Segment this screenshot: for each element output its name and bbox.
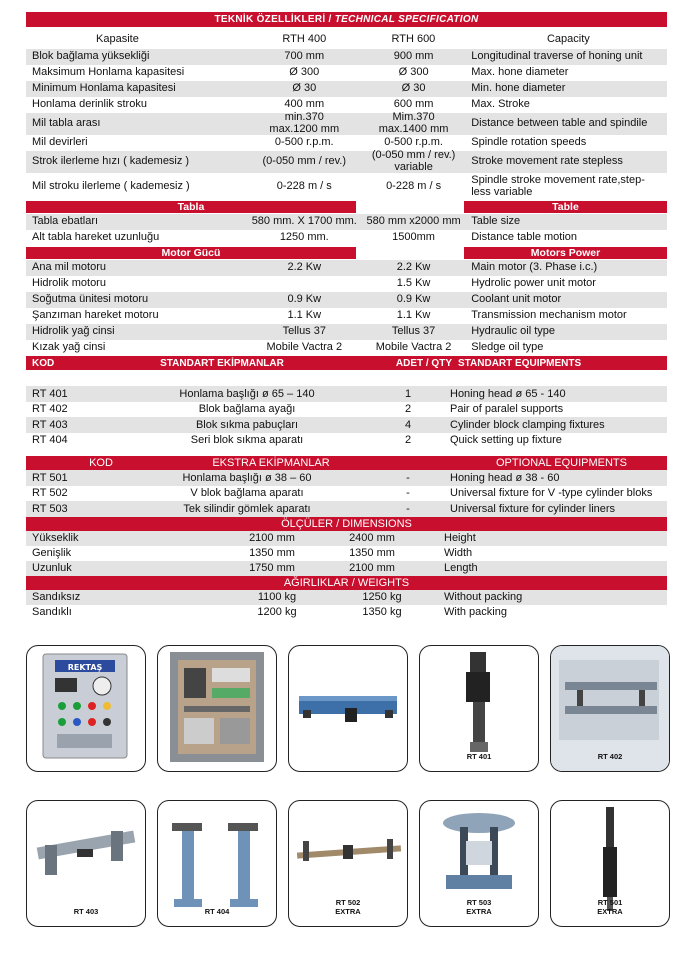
motor-label-tr: Hidrolik motoru xyxy=(32,278,106,290)
motor-row xyxy=(26,340,667,356)
motor-label-en: Hydrolic power unit motor xyxy=(471,278,596,290)
spec-label-en: Max. hone diameter xyxy=(471,67,569,79)
table-label-en: Distance table motion xyxy=(471,232,578,244)
extra-qty: - xyxy=(406,487,410,500)
spec-value-m2: Mim.370 max.1400 mm xyxy=(378,112,449,135)
rt501-photo-code: RT 501 xyxy=(597,898,623,907)
table-row xyxy=(26,214,667,230)
motor-value-m2: 1.1 Kw xyxy=(396,310,431,322)
dim-value-m2: 2100 mm xyxy=(349,562,395,574)
extra-header-tr: EKSTRA EKİPMANLAR xyxy=(212,457,330,469)
motor-value-m1: Mobile Vactra 2 xyxy=(266,342,343,354)
table-section-en: Table xyxy=(464,201,667,213)
motor-value-m1: 0.9 Kw xyxy=(287,294,322,306)
spec-label-tr: Mil devirleri xyxy=(32,137,88,149)
control-panel-photo xyxy=(26,645,146,772)
dim-value-m1: 1750 mm xyxy=(249,562,295,574)
std-code: RT 404 xyxy=(32,434,68,447)
rt502-photo xyxy=(288,800,408,927)
spec-label-tr: Minimum Honlama kapasitesi xyxy=(32,83,176,95)
spec-row xyxy=(26,151,667,173)
dim-label-tr: Genişlik xyxy=(32,547,72,559)
motor-label-tr: Soğutma ünitesi motoru xyxy=(32,294,149,306)
std-name-en: Honing head ø 65 - 140 xyxy=(450,387,566,400)
dim-row xyxy=(26,546,667,561)
spec-label-tr: Mil tabla arası xyxy=(32,118,101,130)
brand-logo: REKTAŞ xyxy=(67,663,103,672)
spec-label-en: Distance between table and spindile xyxy=(471,118,648,130)
motor-value-m1: Tellus 37 xyxy=(282,326,326,338)
spec-value-m2: Ø 300 xyxy=(398,67,429,79)
motor-row xyxy=(26,292,667,308)
rt403-photo-code: RT 403 xyxy=(73,907,99,916)
spec-label-en: Spindle stroke movement rate,step- less variable xyxy=(471,174,645,198)
dim-value-m2: 1350 mm xyxy=(349,547,395,559)
spec-row xyxy=(26,173,667,200)
motor-value-m2: Tellus 37 xyxy=(391,326,436,338)
spec-label-en: Stroke movement rate stepless xyxy=(471,156,623,168)
dim-value-m2: 2400 mm xyxy=(349,532,395,544)
rt401-photo xyxy=(419,645,539,772)
table-label-tr: Tabla ebatları xyxy=(32,216,99,228)
motor-section-en: Motors Power xyxy=(464,247,667,259)
rt502-photo-code: RT 502 xyxy=(335,898,361,907)
rt501-photo xyxy=(550,800,670,927)
extra-name-tr: Tek silindir gömlek aparatı xyxy=(183,502,311,515)
rt402-photo-caption xyxy=(551,752,669,761)
spec-label-tr: Strok ilerleme hızı ( kademesiz ) xyxy=(32,156,190,168)
std-header-kod: KOD xyxy=(32,357,55,369)
table-rows xyxy=(26,214,667,246)
rt404-photo-caption xyxy=(158,907,276,916)
std-row xyxy=(26,417,667,433)
extra-row xyxy=(26,470,667,486)
rt503-photo-code: RT 503 xyxy=(466,898,492,907)
bar-fixture-photo xyxy=(288,645,408,772)
std-code: RT 401 xyxy=(32,387,68,400)
spec-row xyxy=(26,49,667,65)
spec-rows xyxy=(26,49,667,200)
std-name-en: Quick setting up fixture xyxy=(450,434,562,447)
extra-header-kod: KOD xyxy=(89,457,113,469)
rt501-photo-caption xyxy=(551,898,669,916)
spec-row xyxy=(26,113,667,135)
table-value-m1: 580 mm. X 1700 mm. xyxy=(251,216,357,228)
spec-value-m2: (0-050 mm / rev.) variable xyxy=(371,150,456,173)
spec-header-m1: RTH 400 xyxy=(282,34,327,46)
spec-sheet xyxy=(26,12,667,620)
standard-equipment-header xyxy=(26,356,667,370)
rt503-photo xyxy=(419,800,539,927)
spec-value-m1: 0-228 m / s xyxy=(276,180,332,192)
std-row xyxy=(26,386,667,402)
spec-value-m2: 0-228 m / s xyxy=(386,180,442,192)
weight-row xyxy=(26,605,667,620)
table-value-m1: 1250 mm. xyxy=(279,232,329,244)
weights-header: AĞIRLIKLAR / WEIGHTS xyxy=(26,576,667,590)
weight-label-tr: Sandıklı xyxy=(32,606,72,618)
extra-qty: - xyxy=(406,471,410,484)
motor-row xyxy=(26,276,667,292)
spec-value-m1: min.370 max.1200 mm xyxy=(269,112,340,135)
rt401-photo-caption xyxy=(420,752,538,761)
std-header-tr: STANDART EKİPMANLAR xyxy=(160,357,284,369)
table-section-tr: Tabla xyxy=(26,201,356,213)
spec-label-tr: Honlama derinlik stroku xyxy=(32,99,147,111)
std-code: RT 403 xyxy=(32,418,68,431)
spec-label-en: Min. hone diameter xyxy=(471,83,566,95)
title-bar xyxy=(26,12,667,27)
spacer xyxy=(26,370,667,386)
spec-row xyxy=(26,81,667,97)
spec-value-m1: 400 mm xyxy=(284,99,325,111)
motor-label-tr: Kızak yağ cinsi xyxy=(32,342,106,354)
extra-code: RT 501 xyxy=(32,471,68,484)
std-name-tr: Blok bağlama ayağı xyxy=(198,403,296,416)
spec-value-m1: Ø 30 xyxy=(292,83,317,95)
motor-section-tr: Motor Gücü xyxy=(26,247,356,259)
rt501-photo-tag: EXTRA xyxy=(597,907,623,916)
weight-label-tr: Sandıksız xyxy=(32,591,81,603)
table-value-m2: 1500mm xyxy=(392,232,435,244)
weight-value-m2: 1250 kg xyxy=(362,591,402,603)
dim-label-en: Width xyxy=(444,547,473,559)
extra-code: RT 503 xyxy=(32,502,68,515)
motor-value-m1: 1.1 Kw xyxy=(287,310,322,322)
extra-name-tr: V blok bağlama aparatı xyxy=(190,487,304,500)
extra-row xyxy=(26,486,667,502)
spec-value-m2: Ø 30 xyxy=(401,83,426,95)
motor-label-tr: Ana mil motoru xyxy=(32,262,106,274)
spec-header-en: Capacity xyxy=(546,34,590,46)
std-header-qty: ADET / QTY xyxy=(395,357,452,369)
std-qty: 4 xyxy=(404,418,412,431)
table-row xyxy=(26,230,667,246)
weight-label-en: With packing xyxy=(444,606,507,618)
motor-label-tr: Hidrolik yağ cinsi xyxy=(32,326,115,338)
std-qty: 2 xyxy=(404,403,412,416)
dim-label-tr: Yükseklik xyxy=(32,532,79,544)
spec-label-tr: Mil stroku ilerleme ( kademesiz ) xyxy=(32,180,190,192)
rt402-photo-code: RT 402 xyxy=(597,752,623,761)
dim-label-en: Length xyxy=(444,562,478,574)
motor-value-m2: Mobile Vactra 2 xyxy=(375,342,452,354)
motor-section-bar xyxy=(26,246,667,260)
extra-code: RT 502 xyxy=(32,487,68,500)
title-tr: TEKNİK ÖZELLİKLERİ xyxy=(214,14,326,25)
std-row xyxy=(26,433,667,449)
weight-value-m1: 1100 kg xyxy=(257,591,297,603)
extra-name-en: Universal fixture for V -type cylinder bloks xyxy=(450,487,653,500)
dim-rows xyxy=(26,531,667,576)
motor-label-tr: Şanzıman hareket motoru xyxy=(32,310,159,322)
dim-label-tr: Uzunluk xyxy=(32,562,72,574)
weight-rows xyxy=(26,590,667,620)
spec-value-m2: 0-500 r.p.m. xyxy=(384,137,443,149)
motor-row xyxy=(26,324,667,340)
rt404-photo-code: RT 404 xyxy=(204,907,230,916)
control-panel-photo-image xyxy=(27,646,145,771)
electric-cabinet-photo xyxy=(157,645,277,772)
std-name-tr: Blok sıkma pabuçları xyxy=(195,418,299,431)
motor-label-en: Sledge oil type xyxy=(471,342,544,354)
bar-fixture-photo-image xyxy=(289,646,407,771)
spec-row xyxy=(26,135,667,151)
motor-value-m1: 2.2 Kw xyxy=(287,262,322,274)
std-code: RT 402 xyxy=(32,403,68,416)
dim-value-m1: 1350 mm xyxy=(249,547,295,559)
dim-label-en: Height xyxy=(444,532,476,544)
spec-value-m2: 600 mm xyxy=(393,99,434,111)
rt502-photo-tag: EXTRA xyxy=(335,907,361,916)
dimensions-header: ÖLÇÜLER / DIMENSIONS xyxy=(26,517,667,531)
motor-label-en: Coolant unit motor xyxy=(471,294,562,306)
extra-name-tr: Honlama başlığı ø 38 – 60 xyxy=(182,471,312,484)
table-value-m2: 580 mm x2000 mm xyxy=(366,216,461,228)
rt404-photo xyxy=(157,800,277,927)
spec-row xyxy=(26,65,667,81)
spec-label-en: Spindle rotation speeds xyxy=(471,137,587,149)
extra-qty: - xyxy=(406,502,410,515)
motor-rows xyxy=(26,260,667,356)
spec-value-m1: (0-050 mm / rev.) xyxy=(262,156,347,168)
spec-value-m2: 900 mm xyxy=(393,51,434,63)
weight-row xyxy=(26,590,667,605)
motor-row xyxy=(26,308,667,324)
weight-value-m2: 1350 kg xyxy=(362,606,402,618)
rt503-photo-tag: EXTRA xyxy=(466,907,492,916)
dim-row xyxy=(26,561,667,576)
rt402-photo xyxy=(550,645,670,772)
std-qty: 2 xyxy=(404,434,412,447)
spec-value-m1: 700 mm xyxy=(284,51,325,63)
spec-label-tr: Maksimum Honlama kapasitesi xyxy=(32,67,185,79)
weight-label-en: Without packing xyxy=(444,591,523,603)
extra-rows xyxy=(26,470,667,517)
std-row xyxy=(26,402,667,418)
spec-header-tr: Kapasite xyxy=(96,34,139,46)
extra-name-en: Universal fixture for cylinder liners xyxy=(450,502,616,515)
spec-value-m1: 0-500 r.p.m. xyxy=(274,137,334,149)
rt401-photo-code: RT 401 xyxy=(466,752,492,761)
extra-name-en: Honing head ø 38 - 60 xyxy=(450,471,560,484)
motor-label-en: Main motor (3. Phase i.c.) xyxy=(471,262,598,274)
spec-label-en: Longitudinal traverse of honing unit xyxy=(471,51,643,63)
title-en: TECHNICAL SPECIFICATION xyxy=(334,14,479,25)
motor-value-m2: 0.9 Kw xyxy=(396,294,431,306)
extra-row xyxy=(26,501,667,517)
motor-value-m2: 2.2 Kw xyxy=(396,262,431,274)
spec-label-en: Max. Stroke xyxy=(471,99,530,111)
motor-label-en: Hydraulic oil type xyxy=(471,326,555,338)
motor-row xyxy=(26,260,667,276)
spec-header-m2: RTH 600 xyxy=(391,34,436,46)
dim-value-m1: 2100 mm xyxy=(249,532,295,544)
spec-header-row xyxy=(26,31,667,49)
std-header-en: STANDART EQUIPMENTS xyxy=(458,357,582,369)
spec-row xyxy=(26,97,667,113)
rt403-photo xyxy=(26,800,146,927)
table-label-en: Table size xyxy=(471,216,521,228)
rt502-photo-caption xyxy=(289,898,407,916)
std-name-en: Pair of paralel supports xyxy=(450,403,564,416)
motor-label-en: Transmission mechanism motor xyxy=(471,310,627,322)
rt503-photo-caption xyxy=(420,898,538,916)
std-name-tr: Seri blok sıkma aparatı xyxy=(190,434,304,447)
std-name-en: Cylinder block clamping fixtures xyxy=(450,418,605,431)
extra-equipment-header xyxy=(26,456,667,470)
dim-row xyxy=(26,531,667,546)
rt403-photo-caption xyxy=(27,907,145,916)
extra-header-en: OPTIONAL EQUIPMENTS xyxy=(495,457,627,469)
electric-cabinet-photo-image xyxy=(158,646,276,771)
std-rows xyxy=(26,386,667,448)
table-label-tr: Alt tabla hareket uzunluğu xyxy=(32,232,160,244)
title-sep: / xyxy=(328,14,332,25)
table-section-bar xyxy=(26,200,667,214)
std-qty: 1 xyxy=(404,387,412,400)
spec-value-m1: Ø 300 xyxy=(289,67,320,79)
spec-label-tr: Blok bağlama yüksekliği xyxy=(32,51,150,63)
std-name-tr: Honlama başlığı ø 65 – 140 xyxy=(179,387,315,400)
weight-value-m1: 1200 kg xyxy=(257,606,297,618)
motor-value-m2: 1.5 Kw xyxy=(396,278,431,290)
